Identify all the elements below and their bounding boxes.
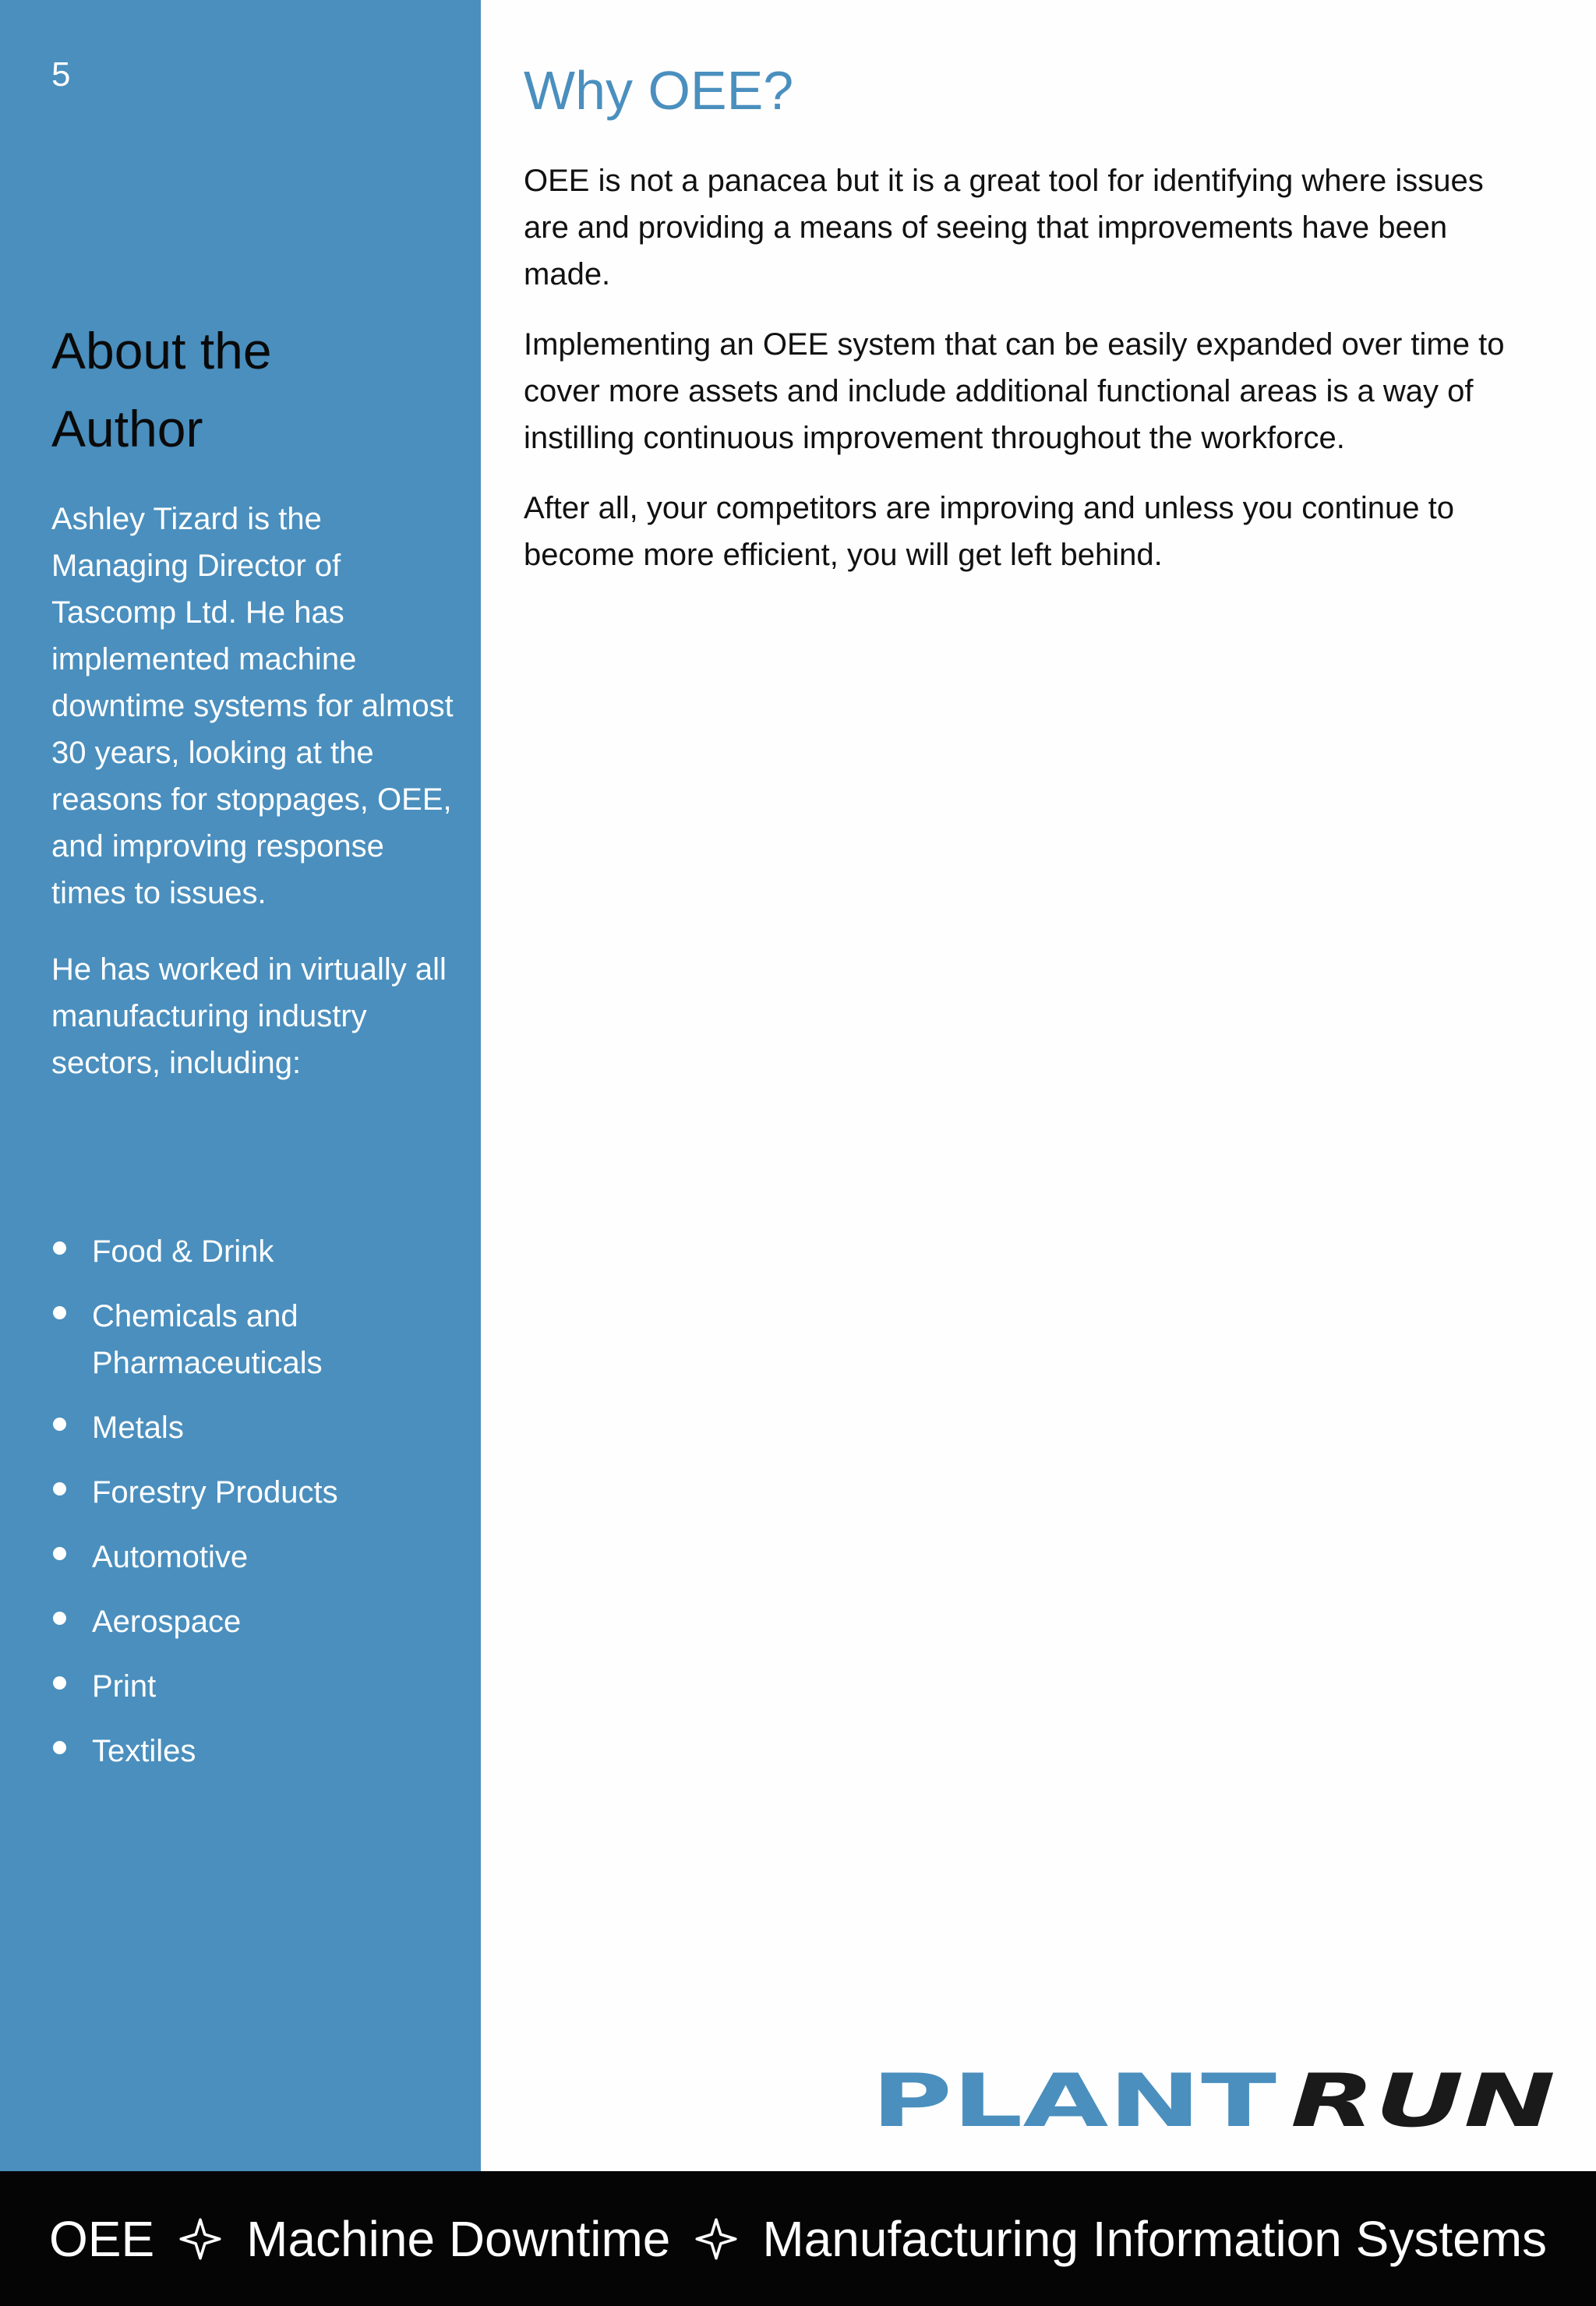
logo-text-run: RUN (1291, 2070, 1555, 2132)
sector-label: Forestry Products (92, 1475, 338, 1510)
footer-item-oee: OEE (48, 2210, 155, 2267)
list-item (51, 1598, 464, 1645)
bullet-icon (53, 1612, 66, 1625)
footer-item-machine-downtime: Machine Downtime (246, 2210, 671, 2267)
sector-label: Textiles (92, 1734, 196, 1768)
four-point-star-outline-icon (695, 2218, 737, 2260)
bullet-icon (53, 1741, 66, 1754)
sector-label: Food & Drink (92, 1234, 274, 1269)
bullet-icon (53, 1676, 66, 1690)
sector-label: Automotive (92, 1540, 249, 1574)
bullet-icon (53, 1241, 66, 1255)
about-title-line-1: About the (51, 322, 272, 380)
list-item (51, 1534, 464, 1580)
list-item (51, 1469, 464, 1516)
author-sidebar (0, 0, 481, 2171)
list-item (51, 1404, 464, 1451)
sector-label: Print (92, 1669, 157, 1704)
bullet-icon (53, 1482, 66, 1496)
body-paragraph: Implementing an OEE system that can be easily expanded over time to cover more assets and include additional functional areas is a way of instilling continuous improvement throughout the workforce. (524, 327, 1505, 455)
body-paragraph: After all, your competitors are improving and unless you continue to become more efficient, you will get left behind. (524, 491, 1454, 572)
sector-label: Chemicals and Pharmaceuticals (92, 1299, 323, 1380)
bio-paragraph: Ashley Tizard is the Managing Director of Tascomp Ltd. He has implemented machine downtime systems for almost 30 years, looking at the reasons for stoppages, OEE, and improving response times to issues. (51, 502, 454, 910)
main-content (524, 53, 1537, 602)
four-point-star-outline-icon (179, 2218, 221, 2260)
footer-item-manufacturing-systems: Manufacturing Information Systems (762, 2210, 1548, 2267)
about-title-line-2: Author (51, 400, 203, 457)
about-author-title (51, 312, 457, 468)
sector-label: Metals (92, 1411, 184, 1445)
list-item (51, 1228, 464, 1275)
bio-paragraph: He has worked in virtually all manufacturing industry sectors, including: (51, 952, 447, 1080)
logo-text-plant: PLANT (871, 2070, 1276, 2132)
list-item (51, 1728, 464, 1775)
bullet-icon (53, 1418, 66, 1431)
page-heading: Why OEE? (524, 60, 794, 121)
plantrun-logo (871, 2070, 1557, 2132)
body-paragraph: OEE is not a panacea but it is a great tool for identifying where issues are and providing a means of seeing that improvements have been made. (524, 164, 1484, 291)
page-number: 5 (51, 55, 71, 94)
list-item (51, 1663, 464, 1710)
sector-label: Aerospace (92, 1605, 242, 1639)
bullet-icon (53, 1547, 66, 1560)
list-item (51, 1293, 464, 1386)
footer-banner (0, 2171, 1596, 2306)
author-bio (51, 496, 457, 1116)
industry-sectors-list (51, 1228, 464, 1792)
bullet-icon (53, 1306, 66, 1319)
